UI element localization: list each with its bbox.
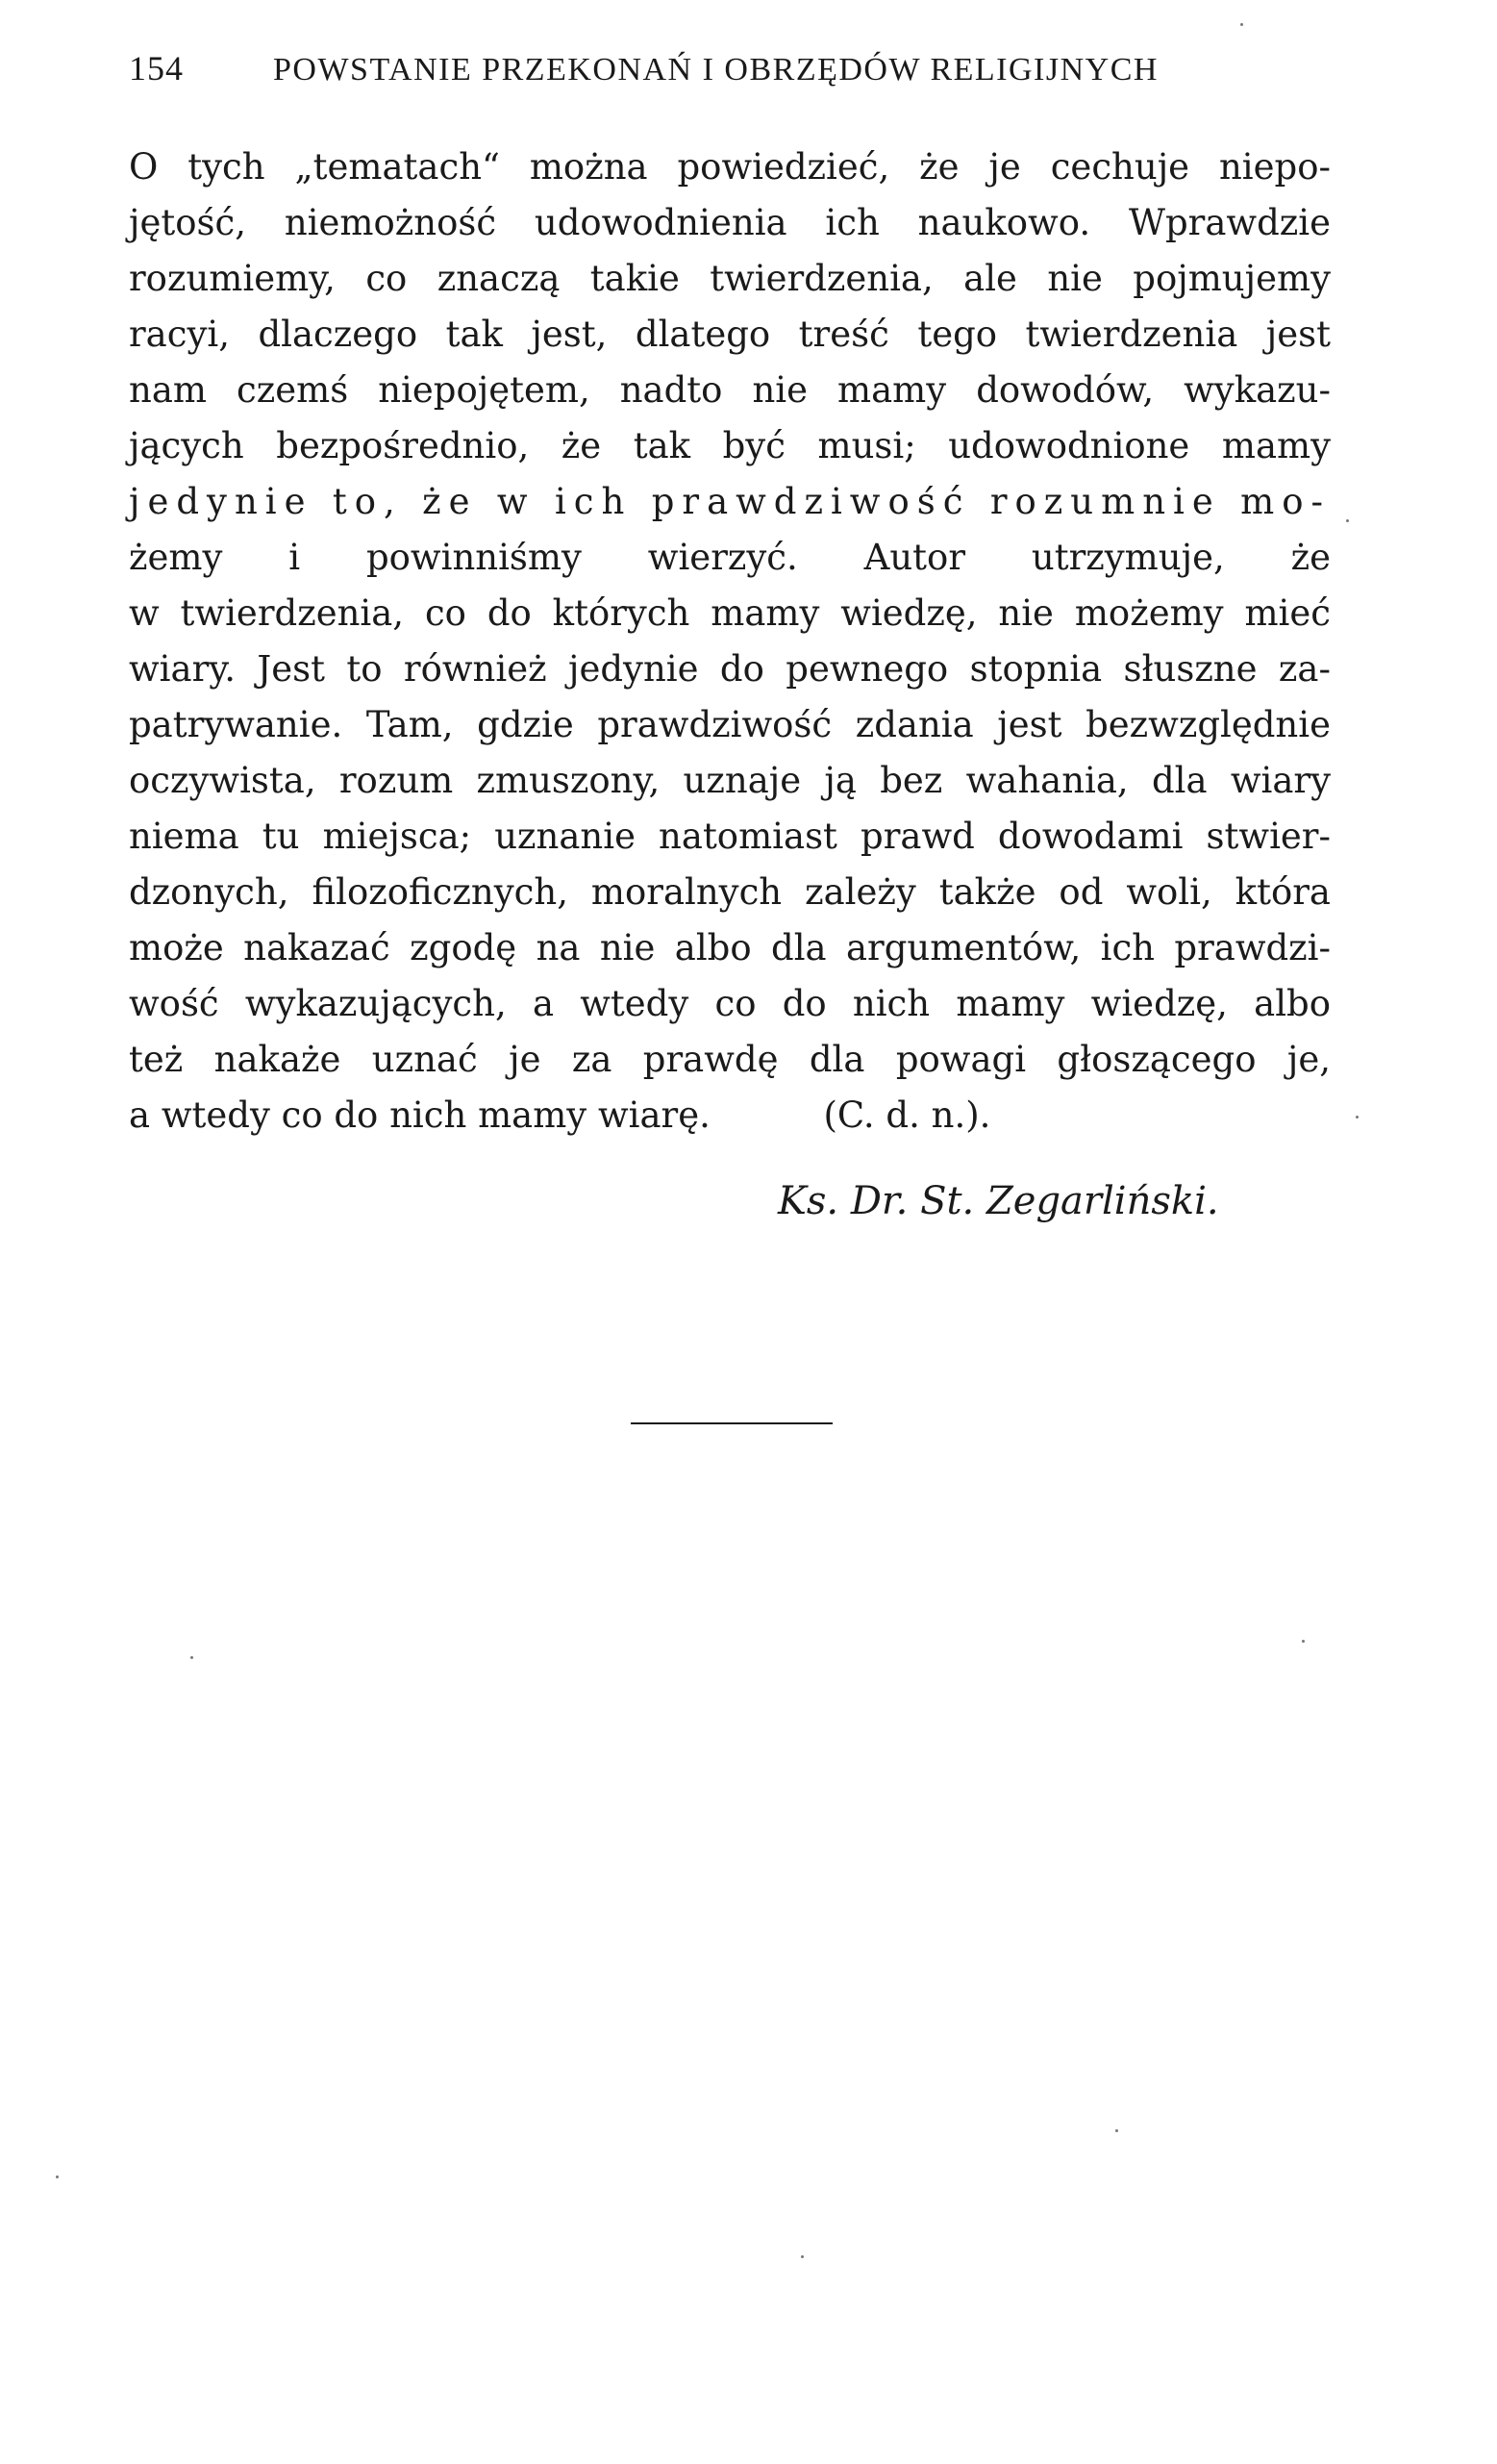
text-line: jętość, niemożność udowodnienia ich naukowo. Wprawdzie <box>129 202 1331 243</box>
text-line: może nakazać zgodę na nie albo dla argumentów, ich prawdzi- <box>129 927 1331 968</box>
text-line: też nakaże uznać je za prawdę dla powagi głoszącego je, <box>129 1039 1331 1080</box>
text-line: wiary. Jest to również jedynie do pewnego stopnia słuszne za- <box>129 648 1331 690</box>
page-header <box>129 48 1244 106</box>
text-line: żemy i powinniśmy wierzyć. Autor utrzymuje, że <box>129 537 1331 578</box>
text-line: jedynie to, że w ich prawdziwość rozumnie mo- <box>129 481 1331 522</box>
text-line: rozumiemy, co znaczą takie twierdzenia, ale nie pojmujemy <box>129 258 1331 299</box>
text-line: wość wykazujących, a wtedy co do nich mamy wiedzę, albo <box>129 983 1331 1024</box>
paper-speck <box>1240 23 1243 26</box>
running-head: POWSTANIE PRZEKONAŃ I OBRZĘDÓW RELIGIJNYCH <box>273 52 1159 88</box>
text-line: dzonych, filozoficznych, moralnych zależy także od woli, która <box>129 871 1331 913</box>
paper-speck <box>1115 2129 1118 2132</box>
text-line: patrywanie. Tam, gdzie prawdziwość zdania jest bezwzględnie <box>129 704 1331 745</box>
paper-speck <box>190 1656 193 1659</box>
text-line: racyi, dlaczego tak jest, dlatego treść tego twierdzenia jest <box>129 314 1331 355</box>
text-line: oczywista, rozum zmuszony, uznaje ją bez wahania, dla wiary <box>129 760 1331 801</box>
body-text <box>129 139 1331 1144</box>
text-line: nam czemś niepojętem, nadto nie mamy dowodów, wykazu- <box>129 369 1331 411</box>
text-line: w twierdzenia, co do których mamy wiedzę, nie możemy mieć <box>129 592 1331 634</box>
text-line: jących bezpośrednio, że tak być musi; udowodnione mamy <box>129 425 1331 466</box>
text-line: a wtedy co do nich mamy wiarę. (C. d. n.). <box>129 1094 991 1136</box>
paper-speck <box>1346 519 1349 522</box>
paper-speck <box>56 2175 59 2178</box>
paper-speck <box>801 2255 804 2258</box>
paper-speck <box>1302 1640 1305 1643</box>
section-divider <box>631 1422 833 1424</box>
text-line: niema tu miejsca; uznanie natomiast prawd dowodami stwier- <box>129 816 1331 857</box>
paper-speck <box>1356 1116 1359 1119</box>
page-number: 154 <box>129 49 184 88</box>
text-line: O tych „tematach“ można powiedzieć, że je cechuje niepo- <box>129 146 1331 188</box>
author-signature: Ks. Dr. St. Zegarliński. <box>778 1179 1219 1223</box>
